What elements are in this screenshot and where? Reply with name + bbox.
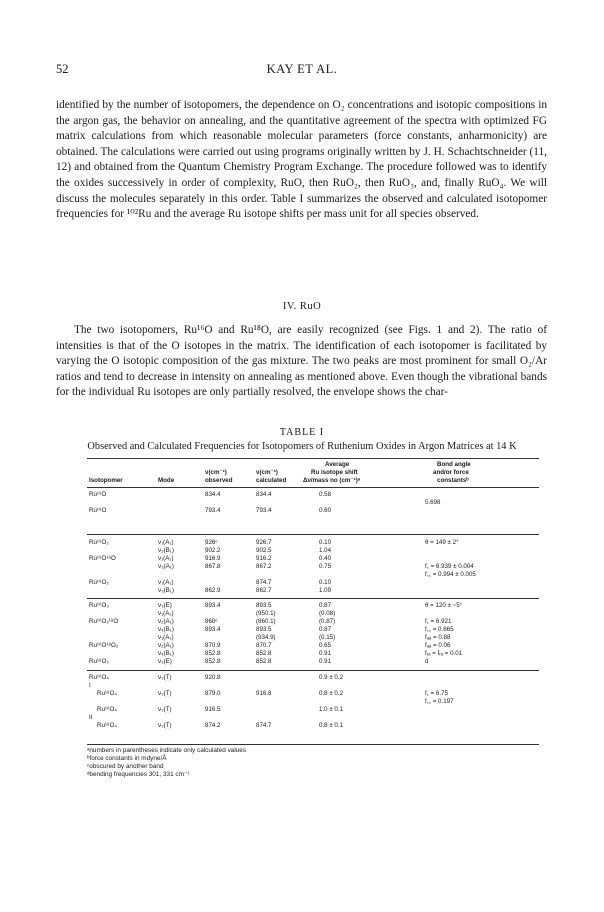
- mode-cell: ν₃(B₁): [158, 547, 174, 554]
- header-shift-line3: Δν/mass no (cm⁻¹)ᵃ: [303, 477, 361, 484]
- mode-cell: ν₃(T): [158, 722, 172, 729]
- isotopomer-cell: II: [89, 714, 93, 721]
- bond-constants-cell: 5.698: [425, 499, 441, 506]
- bond-constants-cell: f꜀꜀ = 0.197: [425, 698, 454, 705]
- observed-cell: 893.4: [205, 602, 221, 609]
- shift-cell: 0.10: [319, 539, 332, 546]
- isotopomer-cell: Ru¹⁸O₃: [89, 658, 109, 665]
- isotopomer-cell: Ru¹⁸O₂: [89, 579, 109, 586]
- header-observed-line1: ν(cm⁻¹): [205, 469, 227, 476]
- footnote-d: ᵈbending frequencies 301, 331 cm⁻¹: [87, 771, 190, 778]
- observed-cell: 834.4: [205, 491, 221, 498]
- mode-cell: ν₃(T): [158, 690, 172, 697]
- header-isotopomer: Isotopomer: [89, 477, 123, 484]
- footnote-c: ᶜobscured by another band: [87, 763, 164, 770]
- mode-cell: ν₁(A₁): [158, 610, 174, 617]
- observed-cell: 862.9: [205, 587, 221, 594]
- calculated-cell: 870.7: [256, 642, 272, 649]
- calculated-cell: 916.8: [256, 690, 272, 697]
- mode-cell: ν₁(A₁): [158, 634, 174, 641]
- footnote-a: ᵃnumbers in parentheses indicate only calculated values: [87, 747, 247, 754]
- mode-cell: ν₄(B₁): [158, 650, 174, 657]
- calculated-cell: 867.2: [256, 563, 272, 570]
- running-head-authors: KAY ET AL.: [266, 62, 338, 76]
- bond-constants-cell: f꜀꜀ = 0.665: [425, 626, 454, 633]
- shift-cell: 0.87: [319, 626, 332, 633]
- header-calculated-line2: calculated: [256, 477, 287, 484]
- mode-cell: ν₃(E): [158, 658, 172, 665]
- bond-constants-cell: fᵣₐ = fᵣₐ = 0.01: [425, 650, 463, 657]
- shift-cell: 0.60: [319, 507, 332, 514]
- shift-cell: 0.65: [319, 642, 332, 649]
- calculated-cell: 893.5: [256, 626, 272, 633]
- header-shift-line1: Average: [325, 461, 350, 468]
- isotopomer-cell: Ru¹⁶O₂¹⁸O: [89, 618, 119, 625]
- observed-cell: 870.9: [205, 642, 221, 649]
- shift-cell: 0.87: [319, 602, 332, 609]
- isotopomer-cell: Ru¹⁶O¹⁸O: [89, 555, 116, 562]
- isotopomer-cell: I: [89, 682, 91, 689]
- bond-constants-cell: d: [425, 658, 429, 665]
- mode-cell: ν₂(A₁): [158, 642, 174, 649]
- bond-constants-cell: f꜀ = 6.921: [425, 618, 452, 625]
- shift-cell: 1.04: [319, 547, 332, 554]
- mode-cell: ν₃(A₁): [158, 563, 174, 570]
- calculated-cell: 852.8: [256, 658, 272, 665]
- calculated-cell: 902.5: [256, 547, 272, 554]
- isotopomer-cell: Ru¹⁶O¹⁸O₂: [89, 642, 119, 649]
- shift-cell: (0.08): [319, 610, 336, 617]
- table-header-rule: [87, 487, 539, 488]
- observed-cell: 793.4: [205, 507, 221, 514]
- table-rule-ruo3: [87, 598, 539, 599]
- mode-cell: ν₁(A₁): [158, 579, 174, 586]
- header-shift-line2: Ru isotope shift: [311, 469, 358, 476]
- calculated-cell: 852.8: [256, 650, 272, 657]
- isotopomer-cell: Ru¹⁸O₄: [97, 722, 117, 729]
- header-mode: Mode: [158, 477, 175, 484]
- calculated-cell: 793.4: [256, 507, 272, 514]
- isotopomer-cell: Ru¹⁶O₂: [89, 539, 109, 546]
- paragraph-2-text: The two isotopomers, Ru¹⁶O and Ru¹⁸O, are easily recognized (see Figs. 1 and 2). The ratio of intensities is that of the O isotopes in the matrix. The identification of each isotopomer is facilitated by varying the O isotopic composition of the gas mixture. The two peaks are most prominent for small O₂/Ar ratios and tend to decrease in intensity on annealing as mentioned above. Even though the vibrational bands for the individual Ru isotopes are only partially resolved, the envelope shows the char-: [56, 324, 547, 399]
- shift-cell: 0.8 ± 0.1: [319, 722, 344, 729]
- bond-constants-cell: f꜀ = 6.75: [425, 690, 448, 697]
- calculated-cell: 874.7: [256, 722, 272, 729]
- bond-constants-cell: θ = 120 ± ~5°: [425, 602, 463, 609]
- calculated-cell: (950.1): [256, 610, 276, 617]
- observed-cell: 893.4: [205, 626, 221, 633]
- observed-cell: 916.9: [205, 555, 221, 562]
- isotopomer-cell: Ru¹⁶O₄: [89, 674, 109, 681]
- table-bottom-rule: [87, 744, 539, 745]
- calculated-cell: (860.1): [256, 618, 276, 625]
- header-observed-line2: observed: [205, 477, 233, 484]
- table-top-rule: [87, 458, 539, 459]
- calculated-cell: 874.7: [256, 579, 272, 586]
- bond-constants-cell: f꜀꜀ = 0.994 ± 0.005: [425, 571, 476, 578]
- observed-cell: 852.8: [205, 658, 221, 665]
- header-calculated-line1: ν(cm⁻¹): [256, 469, 278, 476]
- mode-cell: ν₃(T): [158, 706, 172, 713]
- calculated-cell: 916.2: [256, 555, 272, 562]
- observed-cell: 852.8: [205, 650, 221, 657]
- mode-cell: ν₄(B₁): [158, 626, 174, 633]
- observed-cell: 916.5: [205, 706, 221, 713]
- calculated-cell: 893.5: [256, 602, 272, 609]
- paragraph-1-text: identified by the number of isotopomers, the dependence on O₂ concentrations and isotopic compositions in the argon gas, the behavior on annealing, and the quantitative agreement of the spectra with optimized FG matrix calculations from which reasonable molecular parameters (force constants, anharmonicity) are obtained. The calculations were carried out using programs originally written by J. H. Schachtschneider (11, 12) and obtained from the Quantum Chemistry Program Exchange. The procedure followed was to identify the oxides successively in order of complexity, RuO, then RuO₂, then RuO₃, and, finally RuO₄. We will discuss the molecules separately in this order. Table I summarizes the observed and calculated isotopomer frequencies for ¹⁰²Ru and the average Ru isotope shifts per mass unit for all species observed.: [56, 99, 547, 221]
- table-rule-ruo2: [87, 534, 539, 535]
- shift-cell: 1.09: [319, 587, 332, 594]
- observed-cell: 879.0: [205, 690, 221, 697]
- calculated-cell: 834.4: [256, 491, 272, 498]
- isotopomer-cell: Ru¹⁶O₄: [97, 706, 117, 713]
- shift-cell: 1.0 ± 0.1: [319, 706, 344, 713]
- header-bond-line1: Bond angle: [437, 461, 471, 468]
- page-header: [56, 62, 548, 78]
- mode-cell: ν₃(T): [158, 674, 172, 681]
- isotopomer-cell: Ru¹⁸O₄: [97, 690, 117, 697]
- shift-cell: 0.91: [319, 650, 332, 657]
- mode-cell: ν₃(B₁): [158, 587, 174, 594]
- isotopomer-cell: Ru¹⁸O: [89, 507, 107, 514]
- page-number: 52: [56, 62, 69, 76]
- section-heading: IV. RuO: [282, 301, 322, 312]
- table-rule-ruo4: [87, 670, 539, 671]
- mode-cell: ν₂(A₁): [158, 618, 174, 625]
- mode-cell: ν₁(A₁): [158, 555, 174, 562]
- observed-cell: 874.2: [205, 722, 221, 729]
- paragraph-1: [56, 98, 547, 223]
- observed-cell: 920.8: [205, 674, 221, 681]
- shift-cell: 0.9 ± 0.2: [319, 674, 344, 681]
- shift-cell: 0.91: [319, 658, 332, 665]
- bond-constants-cell: fₐₐ = 0.88: [425, 634, 451, 641]
- calculated-cell: (934.9): [256, 634, 276, 641]
- mode-cell: ν₃(E): [158, 602, 172, 609]
- mode-cell: ν₁(A₁): [158, 539, 174, 546]
- bond-constants-cell: θ = 149 ± 2°: [425, 539, 459, 546]
- observed-cell: 860ᶜ: [205, 618, 218, 625]
- observed-cell: 902.2: [205, 547, 221, 554]
- bond-constants-cell: f꜀ = 6.939 ± 0.004: [425, 563, 474, 570]
- shift-cell: 0.8 ± 0.2: [319, 690, 344, 697]
- calculated-cell: 862.7: [256, 587, 272, 594]
- header-bond-line3: constantsᵇ: [437, 477, 469, 484]
- shift-cell: 0.40: [319, 555, 332, 562]
- header-bond-line2: and/or force: [433, 469, 469, 476]
- shift-cell: (0.87): [319, 618, 336, 625]
- shift-cell: 0.75: [319, 563, 332, 570]
- isotopomer-cell: Ru¹⁶O₃: [89, 602, 109, 609]
- paragraph-2: [56, 323, 547, 401]
- isotopomer-cell: Ru¹⁶O: [89, 491, 107, 498]
- shift-cell: (0.15): [319, 634, 336, 641]
- observed-cell: 867.8: [205, 563, 221, 570]
- calculated-cell: 926.7: [256, 539, 272, 546]
- shift-cell: 0.10: [319, 579, 332, 586]
- bond-constants-cell: fₐₐ = 0.06: [425, 642, 451, 649]
- observed-cell: 926ᶜ: [205, 539, 218, 546]
- shift-cell: 0.58: [319, 491, 332, 498]
- table-caption: Observed and Calculated Frequencies for Isotopomers of Ruthenium Oxides in Argon Matrices at 14 K: [87, 441, 517, 452]
- table-label: TABLE I: [279, 427, 325, 438]
- footnote-b: ᵇforce constants in mdyne/Å: [87, 755, 167, 762]
